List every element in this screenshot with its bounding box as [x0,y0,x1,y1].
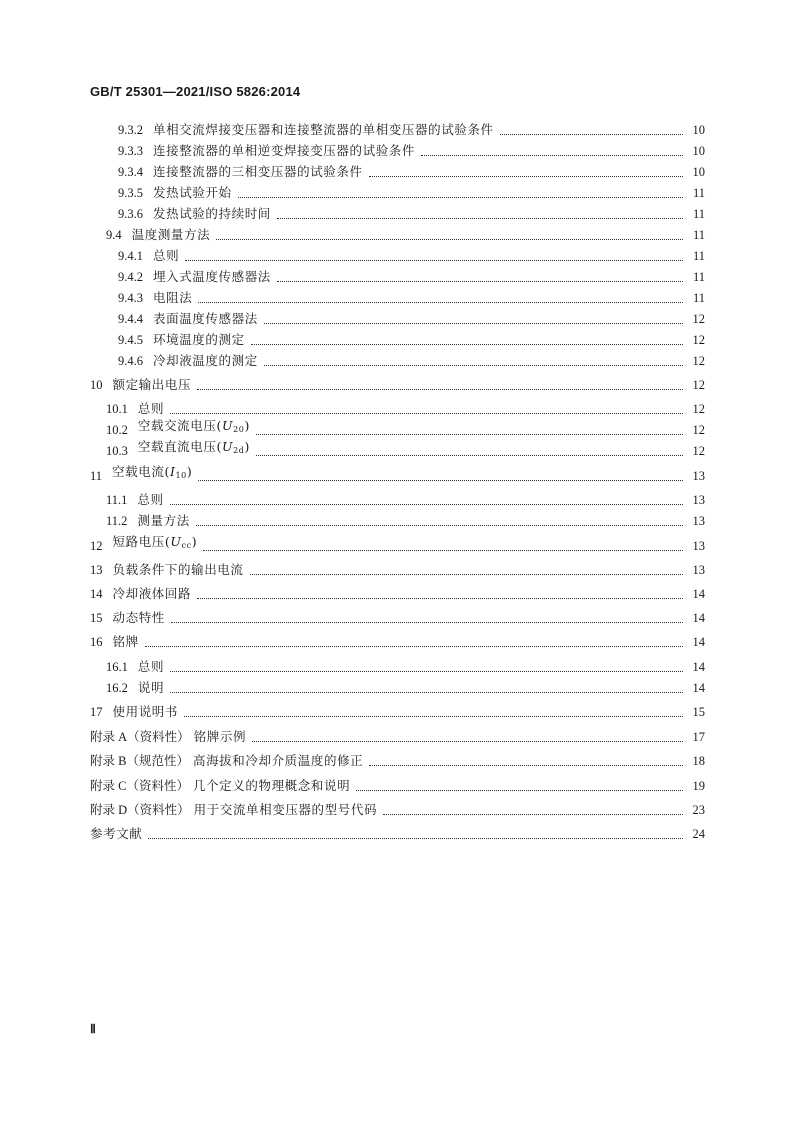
toc-dot-leader [184,716,683,717]
toc-entry-number: 17 [90,705,103,719]
toc-entry-title-text: 电阻法 [153,290,193,305]
toc-entry-label [90,184,232,202]
toc-dot-leader [171,622,683,623]
toc-entry[interactable] [90,679,705,697]
toc-entry-title [137,491,163,509]
toc-entry-title-text: 额定输出电压 [112,377,192,392]
toc-entry-number: 9.4.6 [118,354,143,368]
toc-entry-title [193,752,363,770]
toc-entry-number: 10.3 [106,444,128,458]
toc-entry-label [90,752,363,770]
toc-entry-number: 附录 D（资料性） [90,803,190,817]
toc-entry-title-tail: ) [186,464,193,479]
toc-entry-number: 10.2 [106,423,128,437]
toc-entry-page: 11 [692,207,705,221]
toc-entry-title-text: 使用说明书 [112,704,179,719]
toc-entry[interactable] [90,534,705,555]
toc-entry-title [113,703,179,721]
toc-entry-title [194,728,246,746]
toc-entry-number: 15 [90,611,103,625]
toc-entry-title [138,679,164,697]
toc-entry-title [138,438,250,460]
toc-dot-leader [170,671,683,672]
toc-dot-leader [251,344,683,345]
toc-entry-title [113,633,139,651]
toc-entry[interactable] [90,247,705,265]
toc-entry[interactable] [90,268,705,286]
toc-entry-number: 11.1 [106,493,128,507]
toc-entry[interactable] [90,752,705,770]
toc-entry-page: 11 [692,249,705,263]
toc-entry-title-tail: ) [244,439,250,454]
toc-entry-title [153,268,271,286]
toc-dot-leader [383,814,683,815]
toc-entry-title [90,825,142,843]
toc-entry-page: 12 [692,354,705,368]
toc-dot-leader [252,741,683,742]
toc-dot-leader [369,765,683,766]
toc-entry[interactable] [90,226,705,244]
toc-entry-label [90,226,210,244]
toc-entry-page: 12 [692,423,705,437]
toc-entry[interactable] [90,400,705,418]
toc-entry-label [90,633,139,651]
toc-entry-page: 24 [692,827,705,841]
toc-entry-title-text: 测量方法 [137,513,190,528]
toc-entry-title-text: 总则 [137,659,165,674]
toc-entry[interactable] [90,142,705,160]
toc-entry-label [90,417,250,439]
toc-entry[interactable] [90,310,705,328]
toc-entry-label [90,728,246,746]
toc-dot-leader [500,134,683,135]
toc-entry-label [90,609,165,627]
toc-entry-title-text: 空载电流( [112,464,170,479]
toc-entry-page: 23 [692,803,705,817]
toc-entry-title [153,310,258,328]
toc-entry-page: 11 [692,186,705,200]
toc-entry-label [90,801,377,819]
toc-dot-leader [145,646,683,647]
toc-entry-number: 9.3.2 [118,123,143,137]
toc-entry[interactable] [90,184,705,202]
toc-entry-page: 18 [692,754,705,768]
toc-entry-number: 11.2 [106,514,128,528]
toc-entry-title-text: 铭牌 [112,634,139,649]
toc-entry-label [90,512,190,530]
toc-entry[interactable] [90,777,705,795]
toc-entry-title [153,184,232,202]
toc-entry-page: 13 [692,563,705,577]
toc-entry-title [113,376,192,394]
toc-entry-title-text: 发热试验的持续时间 [153,206,271,221]
toc-entry-title [153,289,192,307]
toc-entry-title-text: 空载直流电压( [137,439,222,454]
toc-entry-title-text: 埋入式温度传感器法 [153,269,271,284]
toc-entry-label [90,679,164,697]
toc-entry-label [90,142,415,160]
toc-dot-leader [170,413,683,414]
toc-entry-page: 13 [692,514,705,528]
toc-entry-label [90,658,164,676]
toc-entry-title [113,533,198,555]
toc-entry-label [90,352,258,370]
toc-entry[interactable] [90,825,705,843]
toc-entry-title [194,801,377,819]
toc-entry-subscript: cc [181,541,192,550]
toc-dot-leader [356,790,683,791]
toc-dot-leader [250,574,683,575]
toc-dot-leader [198,302,683,303]
toc-entry-number: 12 [90,539,103,553]
toc-entry-title-text: 连接整流器的三相变压器的试验条件 [153,164,363,179]
toc-entry-label [90,585,191,603]
toc-entry[interactable] [90,633,705,651]
toc-entry-title-text: 高海拔和冷却介质温度的修正 [192,753,364,768]
toc-entry[interactable] [90,352,705,370]
toc-entry-page: 17 [692,730,705,744]
toc-entry-subscript: 2d [233,446,245,455]
toc-entry-page: 12 [692,333,705,347]
toc-dot-leader [256,434,683,435]
toc-entry-label [90,438,250,460]
toc-entry[interactable] [90,658,705,676]
toc-entry-title [153,142,415,160]
toc-entry-title [138,658,164,676]
toc-entry-page: 14 [692,660,705,674]
toc-entry-title [193,777,350,795]
toc-entry[interactable] [90,728,705,746]
toc-entry-number: 9.4.5 [118,333,143,347]
toc-entry-page: 14 [692,587,705,601]
toc-dot-leader [421,155,683,156]
toc-entry-symbol: U [221,439,234,454]
toc-entry-page: 15 [692,705,705,719]
toc-entry-page: 13 [692,493,705,507]
toc-entry-label [90,777,350,795]
toc-entry-symbol: U [170,534,182,549]
toc-entry[interactable] [90,464,705,485]
toc-entry-title-text: 单相交流焊接变压器和连接整流器的单相变压器的试验条件 [153,122,494,137]
toc-entry-title-text: 总则 [137,492,164,507]
toc-entry-page: 12 [692,312,705,326]
toc-entry-title [138,417,250,439]
toc-entry-title-text: 连接整流器的单相逆变焊接变压器的试验条件 [153,143,416,158]
toc-entry-title [137,512,189,530]
toc-entry-number: 9.4.4 [118,312,143,326]
toc-entry-title-text: 冷却液温度的测定 [153,353,258,368]
toc-entry-title [132,226,211,244]
toc-entry-page: 12 [692,378,705,392]
toc-entry-title-tail: ) [191,534,198,549]
toc-entry-symbol: U [221,418,234,433]
toc-entry[interactable] [90,163,705,181]
toc-entry[interactable] [90,289,705,307]
toc-entry-label [90,561,244,579]
toc-entry-title [153,121,494,139]
toc-dot-leader [196,525,683,526]
toc-entry-title [138,400,164,418]
toc-dot-leader [264,365,683,366]
toc-entry-title [153,247,179,265]
toc-entry[interactable] [90,121,705,139]
toc-entry-number: 附录 A（资料性） [90,730,190,744]
toc-entry-page: 12 [692,444,705,458]
toc-entry-number: 16.2 [106,681,128,695]
toc-entry-subscript: 20 [233,425,245,434]
toc-entry-number: 11 [90,469,103,483]
toc-entry-number: 13 [90,563,103,577]
toc-entry-number: 10.1 [106,402,128,416]
toc-entry-label [90,163,363,181]
toc-entry-label [90,825,142,843]
toc-entry-title-text: 几个定义的物理概念和说明 [192,778,351,793]
toc-entry-page: 12 [692,402,705,416]
toc-dot-leader [216,239,683,240]
toc-entry-number: 9.4.2 [118,270,143,284]
toc-entry-page: 10 [692,123,705,137]
toc-entry[interactable] [90,491,705,509]
toc-entry-label [90,533,197,555]
toc-entry-number: 附录 C（资料性） [90,779,189,793]
toc-dot-leader [197,598,683,599]
toc-entry-title-text: 说明 [137,680,165,695]
toc-entry-title-text: 短路电压( [112,534,171,549]
toc-entry-label [90,205,271,223]
toc-entry-label [90,289,192,307]
toc-entry-page: 19 [692,779,705,793]
toc-dot-leader [369,176,683,177]
toc-entry-page: 11 [692,228,705,242]
toc-dot-leader [264,323,683,324]
toc-entry-title-text: 参考文献 [90,826,143,841]
toc-dot-leader [197,389,683,390]
toc-entry-label [90,268,271,286]
toc-entry-label [90,310,258,328]
toc-dot-leader [170,692,683,693]
toc-entry-title-text: 动态特性 [112,610,165,625]
toc-dot-leader [277,281,683,282]
toc-dot-leader [256,455,683,456]
toc-entry-title [113,609,165,627]
toc-entry-title-text: 铭牌示例 [193,729,247,744]
toc-entry-title [113,561,244,579]
toc-entry-label [90,376,191,394]
toc-entry[interactable] [90,331,705,349]
toc-entry-page: 14 [692,635,705,649]
toc-entry-label [90,331,245,349]
toc-entry-page: 14 [692,611,705,625]
toc-entry-number: 14 [90,587,103,601]
toc-entry[interactable] [90,205,705,223]
toc-entry-subscript: 10 [175,471,187,480]
toc-entry-label [90,703,178,721]
toc-entry-number: 9.4 [106,228,122,242]
toc-entry-page: 11 [692,291,705,305]
toc-entry-number: 16 [90,635,103,649]
toc-entry-number: 9.3.6 [118,207,143,221]
toc-entry[interactable] [90,561,705,579]
toc-entry-label [90,463,192,485]
toc-entry-title [112,463,192,485]
toc-entry-title-text: 空载交流电压( [137,418,222,433]
page-number: Ⅱ [90,1022,96,1036]
toc-entry-number: 10 [90,378,103,392]
toc-entry[interactable] [90,512,705,530]
toc-entry-number: 9.3.5 [118,186,143,200]
toc-entry-page: 13 [692,539,705,553]
toc-entry-title-tail: ) [244,418,250,433]
toc-entry-page: 11 [692,270,705,284]
toc-entry-title-text: 冷却液体回路 [112,586,192,601]
toc-entry-title-text: 用于交流单相变压器的型号代码 [193,802,378,817]
toc-entry-number: 9.3.3 [118,144,143,158]
toc-entry[interactable] [90,609,705,627]
toc-entry-title-text: 总则 [137,401,165,416]
toc-entry-title-text: 表面温度传感器法 [153,311,258,326]
toc-entry[interactable] [90,801,705,819]
toc-entry[interactable] [90,585,705,603]
toc-dot-leader [170,504,683,505]
toc-dot-leader [198,480,683,481]
toc-dot-leader [203,550,683,551]
toc-entry-number: 9.3.4 [118,165,143,179]
toc-entry-title [113,585,192,603]
document-code-header: GB/T 25301—2021/ISO 5826:2014 [90,84,301,99]
toc-entry-label [90,400,164,418]
toc-entry-number: 16.1 [106,660,128,674]
toc-entry-symbol: I [169,464,176,479]
toc-dot-leader [185,260,683,261]
toc-entry[interactable] [90,418,705,439]
toc-entry-title [153,352,258,370]
toc-dot-leader [148,838,683,839]
toc-entry-page: 14 [692,681,705,695]
toc-entry-label [90,121,494,139]
toc-entry-title-text: 总则 [153,248,180,263]
toc-entry-page: 13 [692,469,705,483]
toc-entry-label [90,491,164,509]
toc-entry-title-text: 温度测量方法 [131,227,211,242]
toc-entry-page: 10 [692,165,705,179]
toc-entry[interactable] [90,703,705,721]
toc-entry-number: 9.4.3 [118,291,143,305]
toc-entry-title-text: 负载条件下的输出电流 [112,562,244,577]
toc-entry-label [90,247,179,265]
toc-entry[interactable] [90,376,705,394]
toc-dot-leader [277,218,683,219]
toc-entry-title [153,163,363,181]
toc-entry-title-text: 发热试验开始 [153,185,232,200]
toc-dot-leader [238,197,683,198]
toc-entry-page: 10 [692,144,705,158]
toc-entry-number: 附录 B（规范性） [90,754,189,768]
toc-entry-title-text: 环境温度的测定 [153,332,245,347]
toc-entry-number: 9.4.1 [118,249,143,263]
toc-entry-title [153,205,271,223]
toc-entry-title [153,331,245,349]
toc-entry[interactable] [90,439,705,460]
